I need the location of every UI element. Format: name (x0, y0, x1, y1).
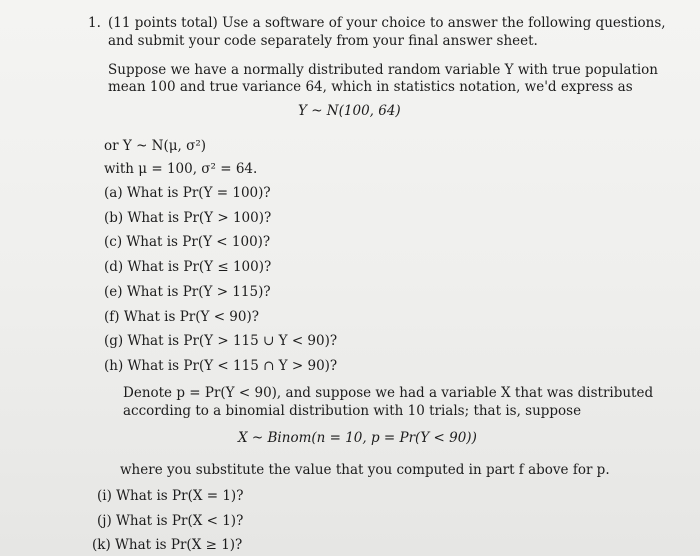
binomial-note: where you substitute the value that you computed in part f above for p. (120, 462, 610, 478)
part-i (97, 488, 243, 504)
part-question: What is Pr(X ≥ 1)? (115, 537, 243, 553)
part-label: (h) (104, 358, 124, 374)
binomial-formula: X ~ Binom(n = 10, p = Pr(Y < 90)) (238, 430, 477, 446)
part-e (104, 284, 271, 300)
part-label: (j) (97, 513, 112, 529)
part-label: (k) (92, 537, 111, 553)
or-line: or Y ~ N(μ, σ²) (104, 138, 207, 154)
part-question: What is Pr(X < 1)? (116, 513, 244, 529)
part-a (104, 185, 271, 201)
binomial-line2: according to a binomial distribution with 10 trials; that is, suppose (123, 403, 582, 419)
part-f (104, 309, 259, 325)
part-k (92, 537, 242, 553)
part-label: (f) (104, 309, 120, 325)
part-question: What is Pr(Y > 115 ∪ Y < 90)? (127, 333, 338, 349)
part-h (104, 358, 337, 374)
intro-line2: mean 100 and true variance 64, which in statistics notation, we'd express as (108, 79, 633, 95)
part-question: What is Pr(Y ≤ 100)? (127, 259, 272, 275)
part-question: What is Pr(X = 1)? (116, 488, 244, 504)
part-b (104, 210, 271, 226)
part-label: (g) (104, 333, 124, 349)
problem-number: 1. (88, 15, 101, 31)
problem-header-line2: and submit your code separately from your final answer sheet. (108, 33, 538, 49)
part-label: (i) (97, 488, 112, 504)
part-g (104, 333, 337, 349)
part-label: (a) (104, 185, 123, 201)
part-label: (d) (104, 259, 124, 275)
part-question: What is Pr(Y = 100)? (126, 185, 271, 201)
part-question: What is Pr(Y < 90)? (123, 309, 259, 325)
part-c (104, 234, 270, 250)
part-label: (c) (104, 234, 123, 250)
part-label: (b) (104, 210, 124, 226)
problem-header-line1: (11 points total) Use a software of your choice to answer the following questions, (108, 15, 666, 31)
part-question: What is Pr(Y < 100)? (126, 234, 271, 250)
distribution-formula: Y ~ N(100, 64) (298, 103, 401, 119)
intro-line1: Suppose we have a normally distributed random variable Y with true population (108, 62, 659, 78)
part-label: (e) (104, 284, 123, 300)
part-question: What is Pr(Y > 115)? (126, 284, 271, 300)
part-question: What is Pr(Y < 115 ∩ Y > 90)? (127, 358, 338, 374)
part-question: What is Pr(Y > 100)? (127, 210, 272, 226)
part-j (97, 513, 243, 529)
with-line: with μ = 100, σ² = 64. (104, 161, 258, 177)
part-d (104, 259, 271, 275)
binomial-line1: Denote p = Pr(Y < 90), and suppose we had a variable X that was distributed (123, 385, 654, 401)
